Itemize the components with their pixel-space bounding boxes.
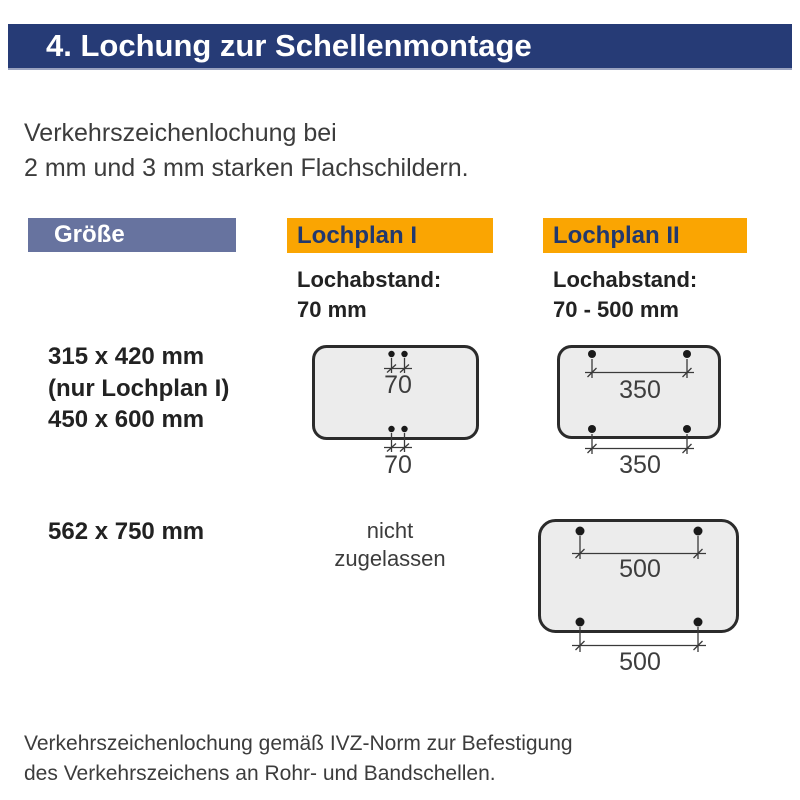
size-line: (nur Lochplan I) — [48, 374, 230, 402]
lochplan-2-subheader-line-1: Lochabstand: — [553, 267, 698, 292]
hole-dot — [694, 618, 703, 627]
size-line: 315 x 420 mm — [48, 343, 205, 370]
lochplan-1-row-1-diagram — [305, 342, 495, 482]
dimension-label: 500 — [619, 555, 661, 583]
intro-line-1: Verkehrszeichenlochung bei — [24, 119, 337, 147]
row-size-562x750 — [48, 516, 204, 548]
column-header-groesse-label: Größe — [54, 221, 125, 248]
size-line: 562 x 750 mm — [48, 518, 205, 545]
lochplan-1-subheader-line-1: Lochabstand: — [297, 267, 442, 292]
hole-dot — [683, 350, 691, 358]
hole-dot — [683, 425, 691, 433]
column-header-lochplan-1-label: Lochplan I — [297, 222, 417, 249]
column-header-lochplan-2-label: Lochplan II — [553, 222, 680, 249]
page-title — [8, 24, 792, 70]
note-line-2: zugelassen — [334, 546, 446, 571]
dimension-label: 70 — [384, 451, 412, 479]
row-size-315x420 — [48, 341, 229, 436]
intro-text — [24, 116, 469, 186]
hole-dot — [588, 350, 596, 358]
footer-line-2: des Verkehrszeichens an Rohr- und Bandschellen. — [24, 762, 496, 785]
footer-line-1: Verkehrszeichenlochung gemäß IVZ-Norm zur Befestigung — [24, 732, 573, 755]
note-line-1: nicht — [366, 518, 414, 543]
size-line: 450 x 600 mm — [48, 406, 205, 433]
hole-dot — [694, 527, 703, 536]
footer-text — [24, 729, 573, 789]
column-header-lochplan-1 — [287, 218, 493, 253]
lochplan-2-subheader — [553, 265, 697, 325]
lochplan-2-row-2-diagram — [530, 512, 750, 677]
lochplan-2-row-1-diagram — [545, 342, 735, 482]
intro-line-2: 2 mm und 3 mm starken Flachschildern. — [24, 154, 469, 182]
lochplan-1-not-allowed-note — [290, 517, 490, 573]
hole-dot — [576, 527, 585, 536]
lochplan-1-subheader — [297, 265, 441, 325]
dimension-label: 500 — [619, 648, 661, 676]
dimension-label: 350 — [619, 451, 661, 479]
dimension-label: 70 — [384, 371, 412, 399]
dimension-label: 350 — [619, 376, 661, 404]
hole-dot — [388, 426, 394, 432]
hole-dot — [576, 618, 585, 627]
page-title-text: 4. Lochung zur Schellenmontage — [46, 28, 532, 63]
column-header-lochplan-2 — [543, 218, 747, 253]
hole-dot — [401, 426, 407, 432]
hole-dot — [588, 425, 596, 433]
hole-dot — [401, 351, 407, 357]
column-header-groesse — [28, 218, 236, 252]
lochplan-1-subheader-line-2: 70 mm — [297, 297, 367, 322]
hole-dot — [388, 351, 394, 357]
lochplan-2-subheader-line-2: 70 - 500 mm — [553, 297, 679, 322]
